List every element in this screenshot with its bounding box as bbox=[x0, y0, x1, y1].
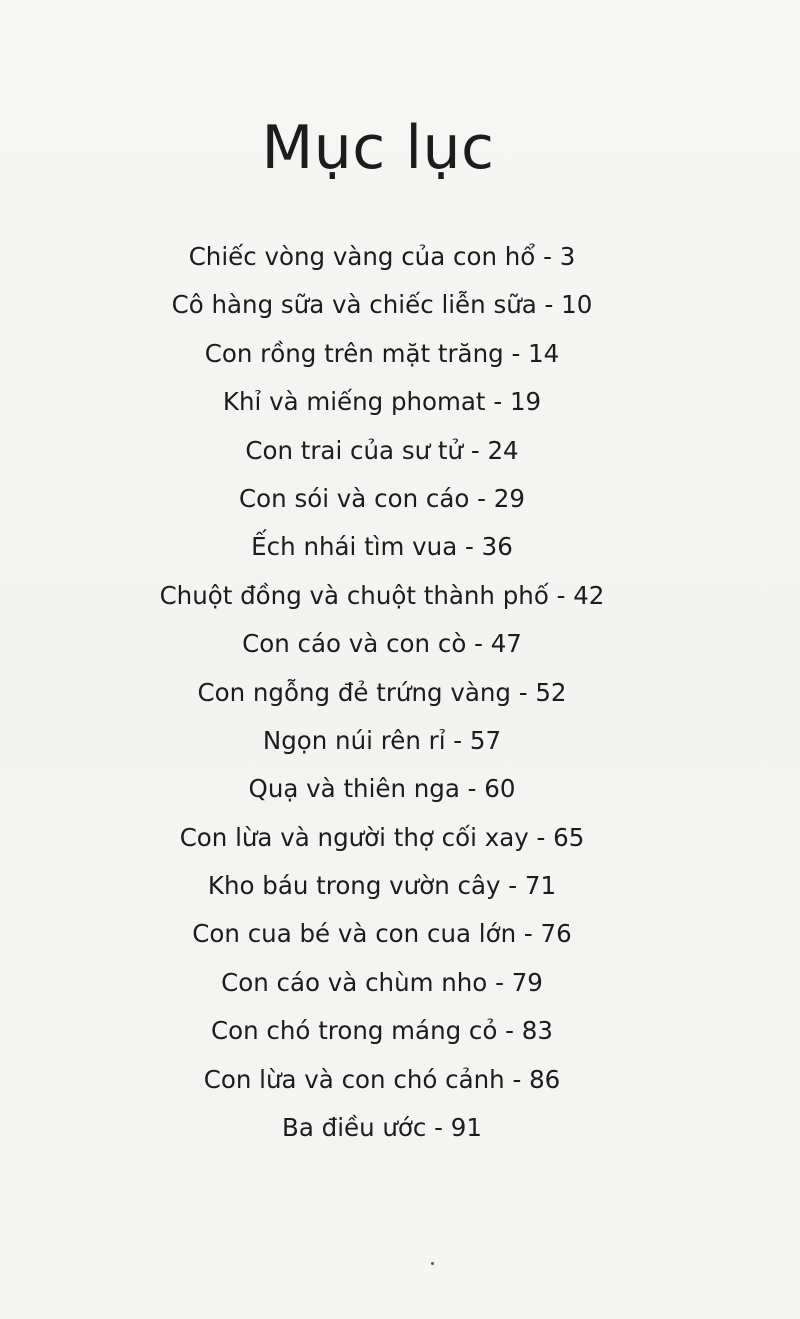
toc-entry: Con lừa và người thợ cối xay - 65 bbox=[179, 822, 585, 852]
toc-entry: Quạ và thiên nga - 60 bbox=[248, 774, 516, 804]
toc-entry: Con lừa và con chó cảnh - 86 bbox=[203, 1064, 561, 1094]
toc-entry: Khỉ và miếng phomat - 19 bbox=[222, 387, 542, 417]
toc-entry: Con rồng trên mặt trăng - 14 bbox=[204, 338, 560, 368]
toc-entry: Chiếc vòng vàng của con hổ - 3 bbox=[188, 242, 576, 271]
speck-mark bbox=[431, 1262, 434, 1265]
toc-entry: Ếch nhái tìm vua - 36 bbox=[251, 532, 513, 562]
toc-entry: Cô hàng sữa và chiếc liễn sữa - 10 bbox=[171, 290, 593, 320]
table-of-contents bbox=[0, 233, 764, 1152]
toc-entry: Con ngỗng đẻ trứng vàng - 52 bbox=[197, 677, 567, 707]
toc-entry: Con cua bé và con cua lớn - 76 bbox=[192, 919, 572, 949]
toc-entry: Ngọn núi rên rỉ - 57 bbox=[262, 725, 502, 755]
toc-entry: Con cáo và chùm nho - 79 bbox=[221, 967, 543, 997]
toc-entry: Con chó trong máng cỏ - 83 bbox=[211, 1016, 553, 1046]
toc-entry: Con cáo và con cò - 47 bbox=[242, 629, 522, 659]
toc-entry: Chuột đồng và chuột thành phố - 42 bbox=[159, 580, 605, 610]
toc-entry: Kho báu trong vườn cây - 71 bbox=[207, 871, 557, 901]
toc-entry: Con sói và con cáo - 29 bbox=[239, 483, 525, 513]
toc-entry: Ba điều ước - 91 bbox=[282, 1113, 482, 1143]
page-title: Mục lục bbox=[261, 113, 495, 183]
toc-entry: Con trai của sư tử - 24 bbox=[245, 435, 519, 465]
